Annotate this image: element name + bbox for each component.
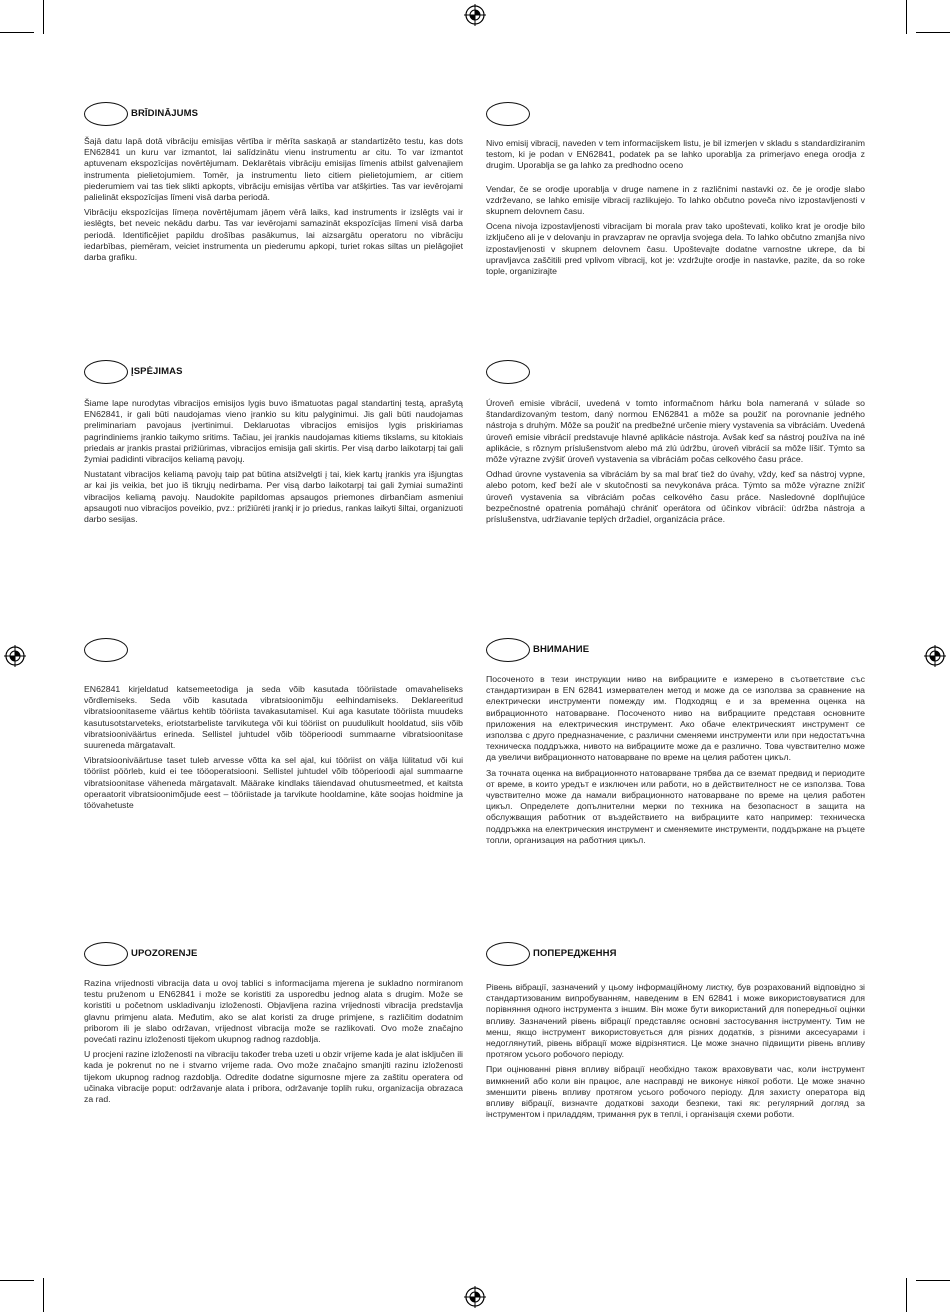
paragraph: U procjeni razine izloženosti na vibraciju također treba uzeti u obzir vrijeme kada je alat isključen ili kada je pokrenut no ne i stvarno vrijeme rada. Ovo može značajno smanjiti razinu izloženosti tijekom ukupnog radnog razdoblja. Odredite dodatne sigurnosne mjere za zaštitu operatera od učinaka vibracije poput: održavanje alata i pribora, održavanje toplih ruku, organizacija obrazaca za rad. [84,1049,463,1105]
paragraph: За точната оценка на вибрационното натоварване трябва да се вземат предвид и периодите от време, в които уредът е изключен или работи, но в действителност не се използва. Това чувствително може да намали вибрационното натоварване по време на целия работен цикъл. Определете допълнителни мерки по техника на безопасност в защита на обслужващия работник от въздействието на вибрациите като например: техническа поддръжка на електрическия инструмент и сменяемите инструменти, поддържане на ръцете топли, организация на работния цикъл. [486,767,865,845]
paragraph: Vibrāciju ekspozīcijas līmeņa novērtējumam jāņem vērā laiks, kad instruments ir izslēgts vai ir ieslēgts, bet neveic nekādu darbu. Tas var ievērojami samazināt ekspozīcijas līmeni visā darba periodā. Identificējiet papildu drošības pasākumus, lai aizsargātu operatoru no vibrāciju iedarbības, piemēram, veiciet instrumenta un piederumu apkopi, turiet rokas siltas un pielāgojiet darba grafiku. [84,207,463,263]
language-badge-oval [84,942,128,966]
section-header [486,638,865,664]
registration-mark-icon [464,4,486,26]
section-header [486,360,865,386]
paragraph: Odhad úrovne vystavenia sa vibráciám by sa mal brať tiež do úvahy, vždy, keď sa nástroj vypne, alebo potom, keď beží ale v skutočnosti sa nevykonáva práca. Týmto sa môže výrazne znížiť úroveň vystavenia sa vibráciám počas celkového času práce. Nasledovné doplňujúce bezpečnostné opatrenia pomáhajú chrániť operátora od účinkov vibrácií: údržba nástroja a príslušenstva, udržiavanie teplých držadiel, organizácia práce. [486,469,865,525]
crop-mark [916,32,950,33]
warning-section-lv [84,102,463,267]
crop-mark [0,1280,34,1281]
paragraph: Vibratsiooniväärtuse taset tuleb arvesse võtta ka sel ajal, kui tööriist on välja lülitatud või kui tööriist pöörleb, kuid ei tee tööoperatsiooni. Sellistel juhtudel võib tööperioodi ajal summaarne vibratsioonitase väheneda märgatavalt. Määrake kindlaks täiendavad ohutusmeetmed, et kaitsta operaatorit vibratsioonimõjude eest – tööriistade ja tarvikute hooldamine, käte soojas hoidmine ja töövahetuste [84,755,463,811]
registration-mark-icon [464,1286,486,1308]
section-header [84,638,463,664]
section-title: ПОПЕРЕДЖЕННЯ [533,948,617,959]
crop-mark [43,1278,44,1312]
warning-section-uk [486,942,865,1124]
section-title: UPOZORENJE [131,948,198,959]
language-badge-oval [84,360,128,384]
language-badge-oval [84,638,128,662]
registration-mark-icon [4,645,26,667]
paragraph: Посоченото в тези инструкции ниво на вибрациите е измерено в съответствие със стандартизиран в EN 62841 измервателен метод и може да се използва за сравнение на електрически инструменти помежду им. Подходящ е и за временна оценка на вибрационното натоварване. Посоченото ниво на вибрациите представя основните приложения на електрическия инструмент. Ако обаче електрическият инструмент се използва с друго предназначение, с различни сменяеми инструменти или при недостатъчна техническа поддръжка, нивото на вибрациите може да е различно. Това чувствително може да увеличи вибрационното натоварване по време на целия работен цикъл. [486,674,865,763]
paragraph: Vendar, če se orodje uporablja v druge namene in z različnimi nastavki oz. če je orodje slabo vzdrževano, se lahko emisije vibracij razlikujejo. To lahko občutno poveča nivo izpostavljenosti v skupnem delovnem času. [486,183,865,217]
paragraph: Ocena nivoja izpostavljenosti vibracijam bi morala prav tako upoštevati, koliko krat je orodje bilo izključeno ali je v delovanju in pravzaprav ne opravlja svojega dela. To lahko občutno zmanjša nivo izpostavljenosti v skupnem delovnem času. Upoštevajte dodatne varnostne ukrepe, da bi upravljavca zaščitili pred vplivom vibracij, kot je: vzdržujte orodje in nastavke, pazite, da so roke tople, organizirajte [486,221,865,277]
paragraph: Nivo emisij vibracij, naveden v tem informacijskem listu, je bil izmerjen v skladu s standardiziranim testom, ki je podan v EN62841, podatek pa se lahko uporablja za primerjavo enega orodja z drugim. Uporablja se ga lahko za predhodno oceno [486,138,865,171]
language-badge-oval [84,102,128,126]
paragraph: Razina vrijednosti vibracija data u ovoj tablici s informacijama mjerena je sukladno normiranom testu pruženom u EN62841 i može se koristiti za usporedbu jednog alata s drugim. Može se koristiti u početnom uskladivanju izloženosti. Objavljena razina vrijednosti vibracija predstavlja glavnu primjenu alata. Međutim, ako se alat koristi za druge primjene, s različitim dodatnim priborom ili je slabo održavan, vrijednost vibracija može se razlikovati. Ovo može značajno povećati razinu izloženosti tijekom ukupnog radnog razdoblja. [84,978,463,1045]
warning-section-sl [486,102,865,281]
section-title: ĮSPĖJIMAS [131,366,183,377]
warning-section-sk [486,360,865,529]
section-header [84,360,463,386]
language-badge-oval [486,102,530,126]
language-badge-oval [486,942,530,966]
crop-mark [0,32,34,33]
section-title: ВНИМАНИЕ [533,644,590,655]
crop-mark [906,1278,907,1312]
section-header [84,942,463,968]
paragraph: Рівень вібрації, зазначений у цьому інформаційному листку, був розрахований відповідно зі стандартизованим випробуванням, наведеним в EN 62841 і може використовуватися для порівняння одного інструмента з іншим. Він може бути використаний для попередньої оцінки впливу. Зазначений рівень вібрації представляє основні застосування інструменту. Тим не менш, якщо інструмент використовується для різних додатків, з різними аксесуарами і недоглянутий, рівень вібрації може відрізнятися. Це може значно підвищити рівень впливу протягом усього робочого періоду. [486,982,865,1060]
warning-section-bg [486,638,865,850]
paragraph: Úroveň emisie vibrácií, uvedená v tomto informačnom hárku bola nameraná v súlade so štandardizovaným testom, daný normou EN62841 a môže sa použiť na porovnanie jedného nástroja s druhým. Môže sa použiť na predbežné určenie miery vystavenia sa vibráciám. Uvedená úroveň emisie vibrácií predstavuje hlavné aplikácie nástroja. Avšak keď sa nástroj používa na iné aplikácie, s rôznym príslušenstvom alebo má zlú údržbu, úroveň vibrácií sa môže líšiť. Týmto sa môže výrazne zvýšiť úroveň vystavenia sa vibráciám počas celkového času práce. [486,398,865,465]
warning-section-lt [84,360,463,529]
section-header [486,942,865,968]
language-badge-oval [486,360,530,384]
section-header [84,102,463,128]
crop-mark [916,1280,950,1281]
warning-section-hr [84,942,463,1109]
paragraph: EN62841 kirjeldatud katsemeetodiga ja seda võib kasutada tööriistade omavaheliseks võrdlemiseks. Seda võib kasutada vibratsioonimõju eelhindamiseks. Deklareeritud vibratsioonitaseme väärtus kehtib tööriista tavakasutamisel. Kui aga kasutate tööriista muudeks kasutusotstarveteks, eriotstarbeliste tarvikutega või kui tööriist on puudulikult hooldatud, siis võib vibratsiooniväärtus erineda. Sellistel juhtudel võib tööperioodi summaarne vibratsioonitase suureneda märgatavalt. [84,684,463,751]
paragraph: Šajā datu lapā dotā vibrāciju emisijas vērtība ir mērīta saskaņā ar standartizēto testu, kas dots EN62841 un kuru var izmantot, lai salīdzinātu vienu instrumentu ar citu. To var izmantot aptuvenam ekspozīcijas novērtējumam. Deklarētais vibrāciju emisijas līmenis atbilst galvenajiem instrumenta pielietojumiem. Tomēr, ja instrumentu lieto citiem pielietojumiem, ar citiem piederumiem vai tas tiek slikti apkopts, vibrāciju emisijas vērtība var atšķirties. Tas var ievērojami palielināt ekspozīcijas līmeni visā darba periodā. [84,136,463,203]
registration-mark-icon [924,645,946,667]
paragraph: Šiame lape nurodytas vibracijos emisijos lygis buvo išmatuotas pagal standartinį testą, aprašytą EN62841, ir gali būti naudojamas vieno įrankio su kitu palyginimui. Jis gali būti naudojamas preliminariam pavojaus įvertinimui. Deklaruotas vibracijos emisijos lygis priskiriamas pagrindiniems įrankio taikymo sritims. Tačiau, jei įrankis naudojamas kitiems tikslams, su kitokiais priedais ar įrankis prastai prižiūrimas, vibracijos emisija gali skirtis. Per visą darbo laikotarpį tai gali žymiai padidinti vibracijos keliamą pavojų. [84,398,463,465]
warning-section-et [84,638,463,815]
crop-mark [906,0,907,34]
section-title: BRĪDINĀJUMS [131,108,199,119]
crop-mark [43,0,44,34]
paragraph: При оцінюванні рівня впливу вібрації необхідно також враховувати час, коли інструмент вимкнений або коли він працює, але насправді не виконує ніякої роботи. Це може значно зменшити рівень впливу протягом усього робочого періоду. Для захисту оператора від впливу вібрації, визначте додаткові заходи безпеки, такі як: регулярний догляд за інструментом і приладдям, тримання рук в теплі, і організація схеми роботи. [486,1064,865,1120]
section-header [486,102,865,128]
paragraph: Nustatant vibracijos keliamą pavojų taip pat būtina atsižvelgti į tai, kiek kartų įrankis yra išjungtas ar kai jis veikia, bet juo iš tikrųjų nedirbama. Per visą darbo laikotarpį tai gali žymiai sumažinti vibracijos keliamą pavojų. Naudokite papildomas apsaugos priemones dirbančiam asmeniui apsaugoti nuo vibracijos poveikio, pvz.: prižiūrėti įrankį ir jo priedus, rankas laikyti šiltai, organizuoti darbo sesijas. [84,469,463,525]
language-badge-oval [486,638,530,662]
